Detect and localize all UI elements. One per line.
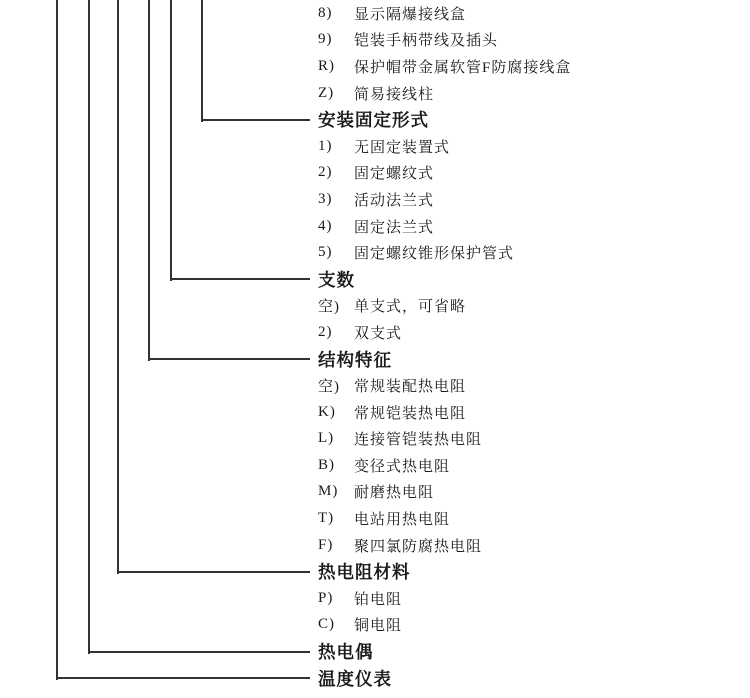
code-row	[318, 532, 748, 559]
code-label: 铜电阻	[354, 618, 403, 635]
code-label: 常规装配热电阻	[354, 379, 467, 396]
branch-line-structure-feature-horizontal	[148, 358, 310, 360]
section-header-mounting-form	[318, 106, 748, 133]
code-row	[318, 426, 748, 453]
code-value: K)	[318, 403, 336, 420]
code-label: 连接管铠装热电阻	[354, 432, 483, 449]
code-row	[318, 372, 748, 399]
section-header-label: 温度仪表	[318, 668, 392, 689]
section-header-label: 结构特征	[318, 349, 392, 370]
code-label: 显示隔爆接线盒	[354, 6, 467, 23]
code-rows-column	[318, 0, 748, 691]
branch-line-thermocouple-horizontal	[88, 651, 310, 653]
code-value: 2)	[318, 323, 333, 340]
code-value: 4)	[318, 217, 333, 234]
code-label: 固定螺纹式	[354, 166, 435, 183]
code-value: 1)	[318, 137, 333, 154]
code-row	[318, 452, 748, 479]
code-value: L)	[318, 430, 335, 447]
code-row	[318, 585, 748, 612]
code-value: Z)	[318, 84, 335, 101]
code-value: C)	[318, 616, 335, 633]
branch-line-rtd-material-horizontal	[117, 571, 310, 573]
section-header-label: 支数	[318, 269, 355, 290]
code-row	[318, 80, 748, 107]
section-header-rtd-material	[318, 558, 748, 585]
branch-line-element-count-horizontal	[170, 278, 310, 280]
code-row	[318, 319, 748, 346]
code-value: 3)	[318, 190, 333, 207]
code-row	[318, 399, 748, 426]
code-row	[318, 239, 748, 266]
code-value: R)	[318, 57, 335, 74]
code-label: 变径式热电阻	[354, 458, 451, 475]
code-label: 简易接线柱	[354, 86, 435, 103]
code-label: 固定螺纹锥形保护管式	[354, 246, 515, 263]
code-row	[318, 53, 748, 80]
branch-line-element-count-vertical	[170, 0, 172, 281]
code-row	[318, 479, 748, 506]
code-label: 双支式	[354, 325, 403, 342]
code-value: T)	[318, 510, 335, 527]
branch-line-temperature-instrument-horizontal	[56, 677, 310, 679]
code-row	[318, 505, 748, 532]
code-label: 铂电阻	[354, 591, 403, 608]
branch-line-mounting-form-horizontal	[201, 119, 310, 121]
code-row	[318, 0, 748, 27]
code-label: 电站用热电阻	[354, 512, 451, 529]
branch-line-temperature-instrument-vertical	[56, 0, 58, 680]
section-header-element-count	[318, 266, 748, 293]
code-value: 8)	[318, 4, 333, 21]
code-value: F)	[318, 536, 334, 553]
code-row	[318, 160, 748, 187]
section-header-label: 安装固定形式	[318, 110, 429, 131]
code-value: 2)	[318, 164, 333, 181]
section-header-thermocouple	[318, 638, 748, 665]
code-row	[318, 27, 748, 54]
section-header-structure-feature	[318, 346, 748, 373]
section-header-label: 热电偶	[318, 642, 374, 663]
section-header-temperature-instrument	[318, 665, 748, 692]
code-row	[318, 213, 748, 240]
code-value: 5)	[318, 244, 333, 261]
branch-line-thermocouple-vertical	[88, 0, 90, 654]
code-label: 铠装手柄带线及插头	[354, 33, 499, 50]
code-value: 空)	[318, 299, 340, 316]
code-label: 固定法兰式	[354, 219, 435, 236]
code-value: 空)	[318, 379, 340, 396]
code-label: 单支式，可省略	[354, 299, 467, 316]
code-label: 保护帽带金属软管F防腐接线盒	[354, 59, 572, 76]
code-row	[318, 612, 748, 639]
section-header-label: 热电阻材料	[318, 562, 411, 583]
code-label: 聚四氯防腐热电阻	[354, 538, 483, 555]
code-row	[318, 133, 748, 160]
code-label: 活动法兰式	[354, 192, 435, 209]
code-row	[318, 186, 748, 213]
code-row	[318, 293, 748, 320]
code-label: 无固定装置式	[354, 139, 451, 156]
code-label: 常规铠装热电阻	[354, 405, 467, 422]
code-value: 9)	[318, 31, 333, 48]
code-value: B)	[318, 456, 335, 473]
branch-line-mounting-form-vertical	[201, 0, 203, 122]
branch-line-rtd-material-vertical	[117, 0, 119, 574]
code-value: M)	[318, 483, 339, 500]
code-value: P)	[318, 589, 334, 606]
branch-line-structure-feature-vertical	[148, 0, 150, 361]
code-label: 耐磨热电阻	[354, 485, 435, 502]
